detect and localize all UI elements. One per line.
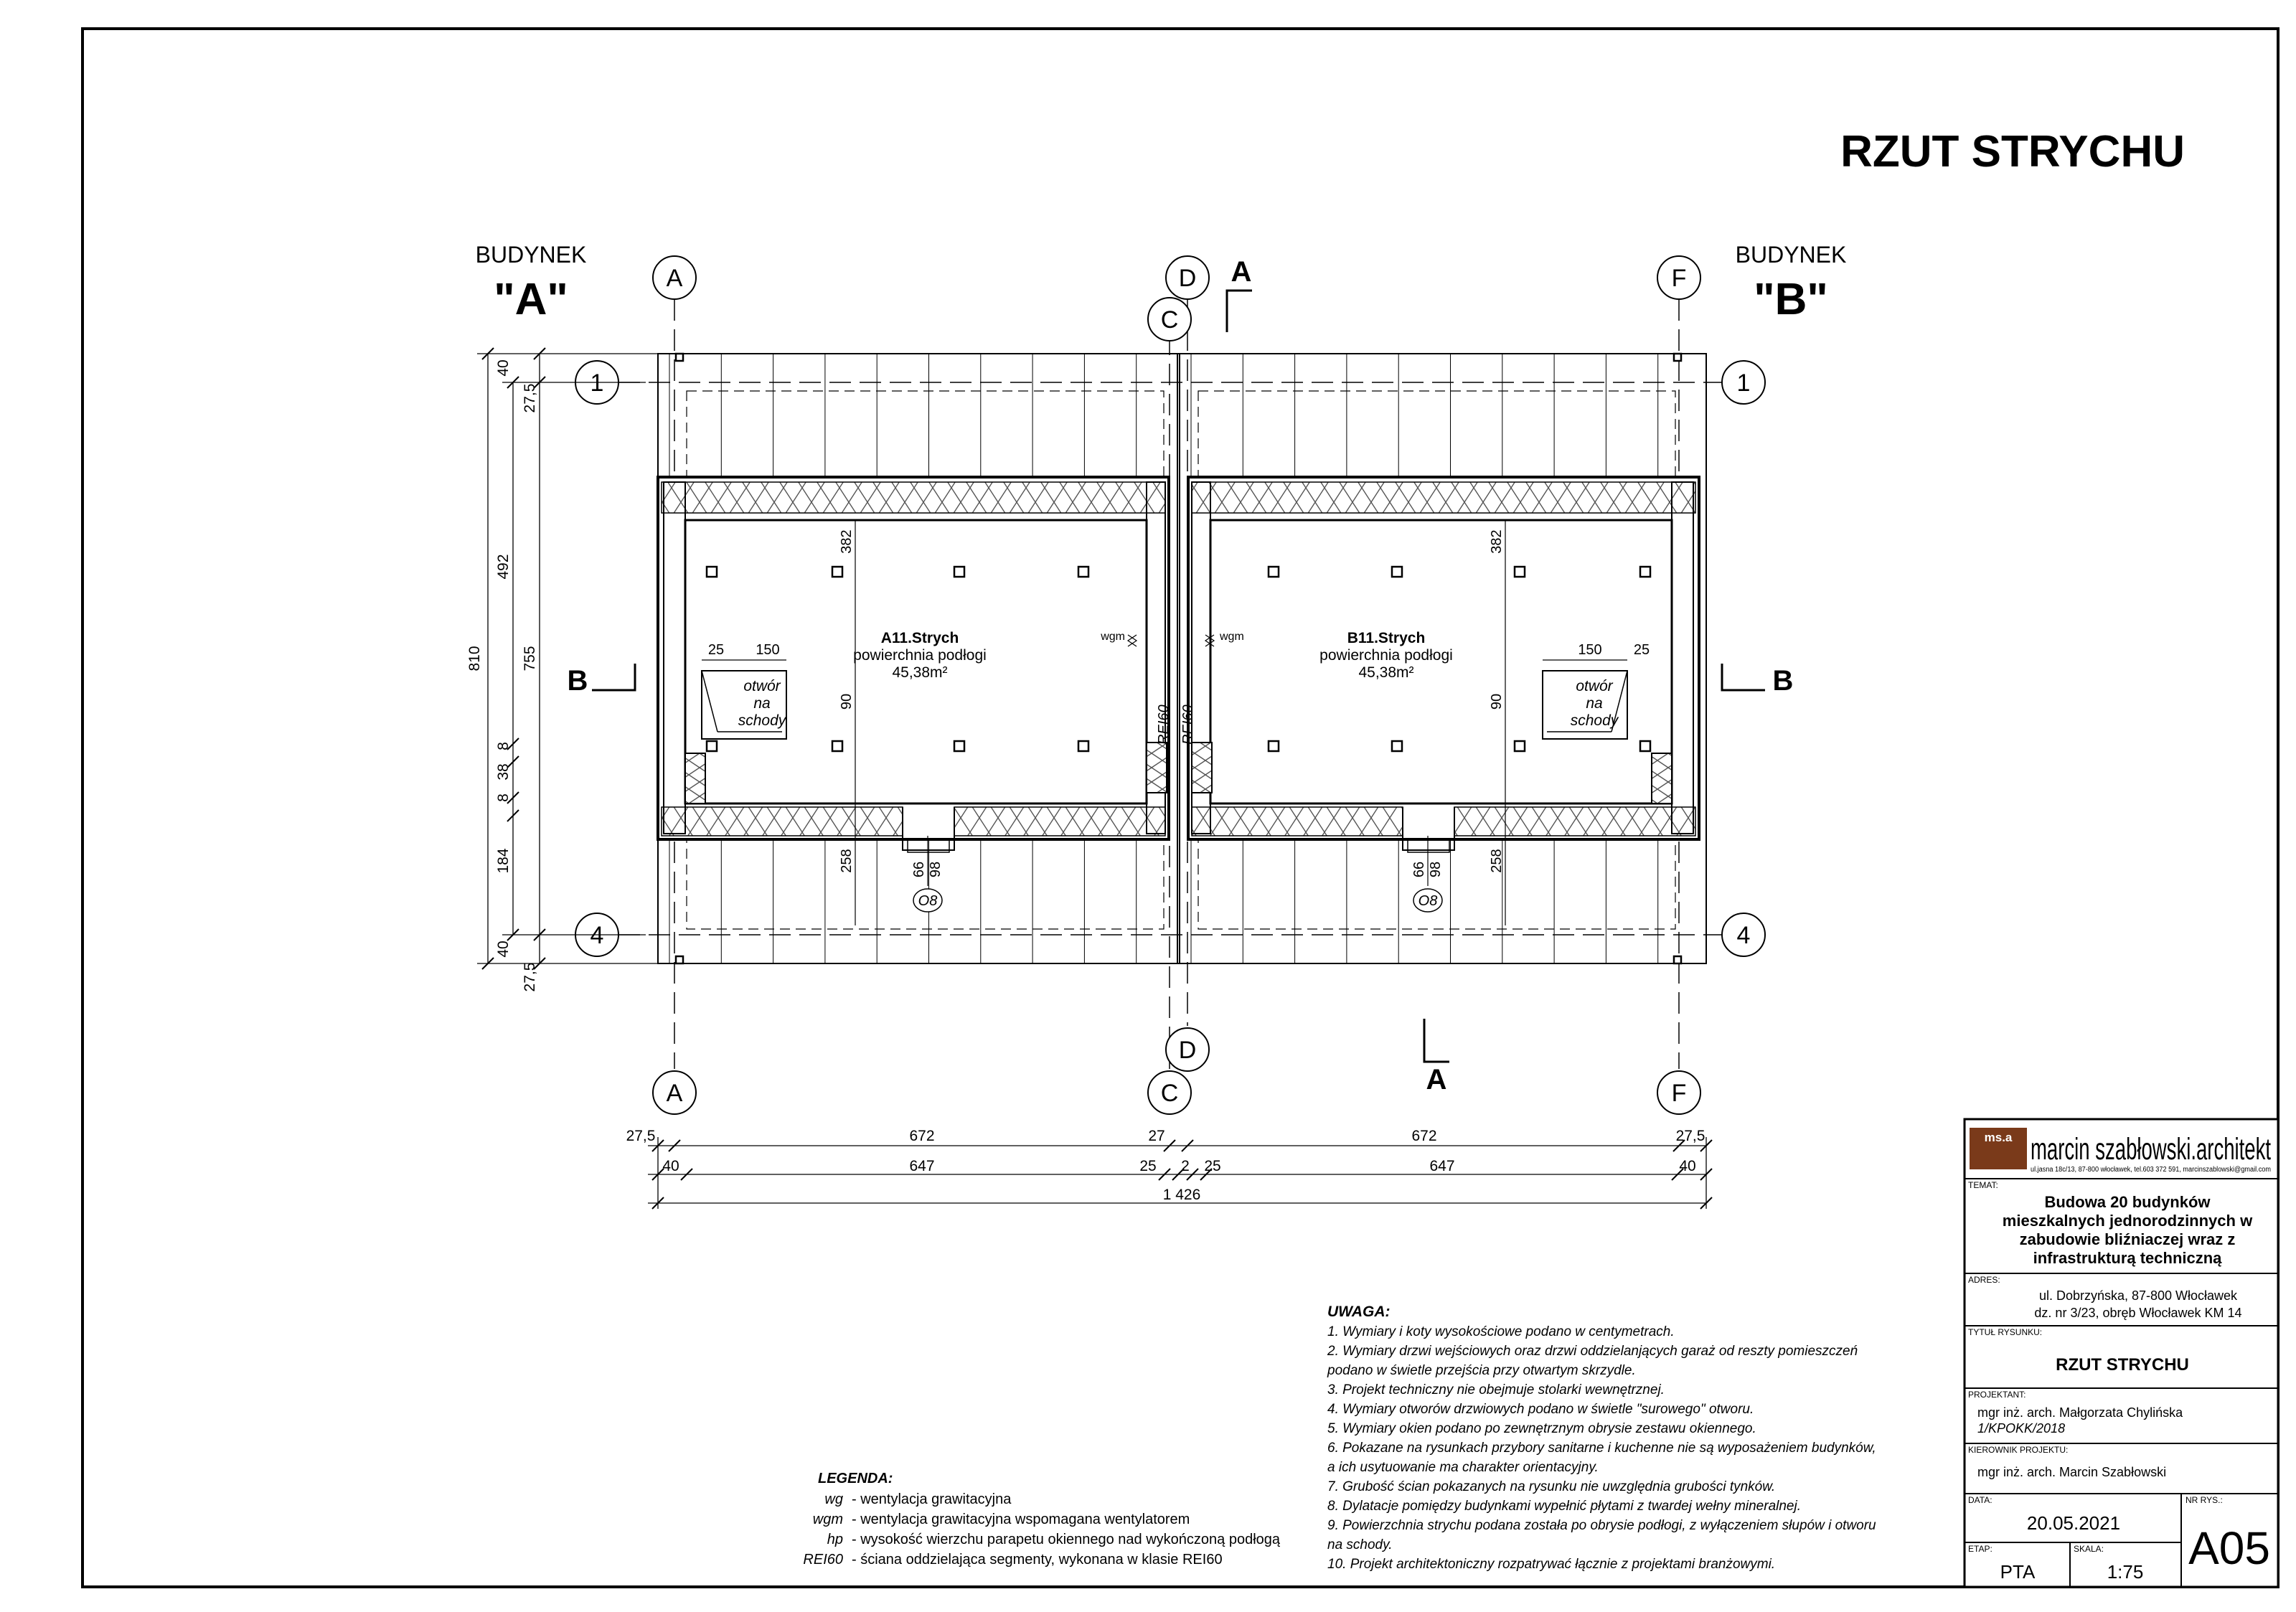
door-tag-a — [913, 889, 942, 912]
opening-label-line: otwór — [743, 678, 781, 694]
room-name: A11.Strych — [880, 630, 959, 646]
note-line: 3. Projekt techniczny nie obejmuje stolarki wewnętrznej. — [1327, 1382, 1665, 1397]
sheet-title: RZUT STRYCHU — [1840, 127, 2185, 176]
door-tag-label: O8 — [918, 893, 938, 909]
tb-label: DATA: — [1968, 1495, 1992, 1505]
axis-label: A — [666, 1080, 683, 1107]
dim-label: 755 — [522, 646, 538, 671]
dim-label: 258 — [1489, 849, 1505, 873]
room-desc: powierchnia podłogi — [1319, 647, 1453, 664]
axis-label: 4 — [590, 922, 604, 949]
dim-label: 27,5 — [522, 383, 538, 413]
wall-class-label: REI60 — [1156, 704, 1172, 745]
dim-label: 98 — [928, 861, 944, 878]
dim-label: 27 — [1148, 1128, 1165, 1144]
firm-address: ul.jasna 18c/13, 87-800 włocławek, tel.603 372 591, marcinszablowski@gmail.com — [2031, 1166, 2271, 1174]
section-mark-a-bottom — [1424, 1019, 1449, 1095]
dim-label: 90 — [1489, 693, 1505, 710]
dim-label: 647 — [909, 1158, 935, 1174]
note-line: 4. Wymiary otworów drzwiowych podano w świetle "surowego" otworu. — [1327, 1402, 1754, 1417]
door-tag-label: O8 — [1418, 893, 1438, 909]
dim-label: 25 — [1633, 642, 1650, 658]
dim-label: 40 — [495, 359, 512, 377]
building-a-caption: BUDYNEK — [475, 242, 587, 268]
drawing-number: A05 — [2188, 1522, 2270, 1574]
dim-label: 66 — [1411, 861, 1427, 878]
dim-label: 672 — [909, 1128, 935, 1144]
dim-label: 672 — [1411, 1128, 1437, 1144]
dim-label: 38 — [495, 763, 512, 781]
legend-text: - wentylacja grawitacyjna wspomagana wentylatorem — [852, 1512, 1190, 1527]
room-area: 45,38m² — [1358, 664, 1414, 681]
adres-line: dz. nr 3/23, obręb Włocławek KM 14 — [2034, 1306, 2242, 1320]
left-dimensions — [477, 348, 667, 969]
section-letter: B — [567, 665, 588, 697]
tb-label: KIEROWNIK PROJEKTU: — [1968, 1445, 2069, 1455]
designer-license: 1/KPOKK/2018 — [1977, 1421, 2066, 1436]
dim-label: 8 — [495, 793, 512, 802]
axis-label: C — [1160, 1080, 1179, 1107]
notes — [1327, 1304, 1876, 1572]
insulation-strip — [954, 807, 1165, 836]
note-line: 1. Wymiary i koty wysokościowe podano w centymetrach. — [1327, 1324, 1675, 1339]
legend-code: wg — [824, 1491, 843, 1507]
axis-label: D — [1178, 265, 1197, 292]
dim-label: 382 — [839, 529, 855, 554]
temat-line: Budowa 20 budynków — [2044, 1193, 2211, 1211]
opening-label-line: na — [1586, 695, 1603, 712]
room-name: B11.Strych — [1347, 630, 1426, 646]
dim-label: 647 — [1429, 1158, 1455, 1174]
vent-label: wgm — [1220, 631, 1244, 643]
opening-label-line: schody — [738, 712, 786, 729]
tb-label: ADRES: — [1968, 1275, 2000, 1285]
dim-label: 382 — [1489, 529, 1505, 554]
note-line: 5. Wymiary okien podano po zewnętrznym obrysie zestawu okiennego. — [1327, 1421, 1756, 1436]
axis-label: F — [1671, 265, 1687, 292]
note-line: 10. Projekt architektoniczny rozpatrywać łącznie z projektami branżowymi. — [1327, 1557, 1776, 1572]
axis-label: 1 — [590, 369, 604, 397]
dim-label: 40 — [495, 941, 512, 958]
drawing-title: RZUT STRYCHU — [2056, 1355, 2189, 1375]
building-b-caption: BUDYNEK — [1735, 242, 1847, 268]
stage-value: PTA — [2000, 1561, 2036, 1583]
dim-label: 25 — [707, 642, 725, 658]
temat-line: mieszkalnych jednorodzinnych w — [2002, 1212, 2253, 1230]
opening-label-line: na — [753, 695, 771, 712]
room-desc: powierchnia podłogi — [853, 647, 987, 664]
dim-label: 27,5 — [522, 962, 538, 992]
dim-label: 150 — [1578, 642, 1602, 658]
tb-label: NR RYS.: — [2186, 1495, 2223, 1505]
vent-label: wgm — [1101, 631, 1125, 643]
section-mark-b-right — [1722, 664, 1793, 697]
note-line: 9. Powierzchnia strychu podana została po obrysie podłogi, z wyłączeniem słupów i otworu — [1327, 1518, 1876, 1533]
note-line: 6. Pokazane na rysunkach przybory sanitarne i kuchenne nie są wyposażeniem budynków, — [1327, 1441, 1876, 1456]
drawing-date: 20.05.2021 — [2026, 1512, 2121, 1534]
tb-label: PROJEKTANT: — [1968, 1390, 2026, 1400]
insulation-strip — [662, 482, 1165, 513]
note-line: 2. Wymiary drzwi wejściowych oraz drzwi oddzielanjących garaż od reszty pomieszczeń — [1327, 1344, 1858, 1359]
logo-mark: ms.a — [1984, 1131, 2013, 1144]
opening-label-line: otwór — [1576, 678, 1613, 694]
door-tag-b — [1413, 889, 1442, 912]
insulation-strip — [662, 807, 903, 836]
insulation-strip — [1192, 482, 1695, 513]
section-letter: B — [1772, 665, 1794, 697]
dim-label: 1 426 — [1162, 1187, 1201, 1203]
legend-text: - wentylacja grawitacyjna — [852, 1491, 1012, 1507]
tb-label: SKALA: — [2074, 1544, 2104, 1554]
axis-label: A — [666, 265, 683, 292]
opening-label-line: schody — [1570, 712, 1619, 729]
firm-logo — [1970, 1128, 2271, 1174]
dim-label: 40 — [662, 1158, 679, 1174]
tb-label: TEMAT: — [1968, 1180, 1998, 1190]
dim-label: 150 — [756, 642, 780, 658]
dim-label: 25 — [1139, 1158, 1157, 1174]
section-mark-b-left — [568, 664, 635, 697]
dim-label: 27,5 — [1675, 1128, 1705, 1144]
dim-label: 184 — [495, 848, 512, 874]
tb-label: ETAP: — [1968, 1544, 1992, 1554]
adres-line: ul. Dobrzyńska, 87-800 Włocławek — [2038, 1288, 2238, 1303]
legend-code: wgm — [812, 1512, 843, 1527]
dim-label: 8 — [495, 742, 512, 750]
legend-title: LEGENDA: — [818, 1471, 893, 1486]
temat-line: zabudowie bliźniaczej wraz z — [2019, 1230, 2236, 1248]
dim-label: 98 — [1428, 861, 1444, 878]
roof-plan — [658, 354, 1706, 963]
dim-label: 258 — [839, 849, 855, 873]
legend-text: - wysokość wierzchu parapetu okiennego nad wykończoną podłogą — [852, 1532, 1281, 1547]
building-a-label — [476, 242, 587, 324]
legend-code: hp — [827, 1532, 843, 1547]
notes-title: UWAGA: — [1327, 1304, 1391, 1320]
axis-label: 1 — [1736, 369, 1751, 397]
axis-label: C — [1160, 306, 1179, 334]
insulation-strip — [1192, 807, 1403, 836]
section-mark-a-top — [1227, 256, 1252, 332]
section-letter: A — [1231, 256, 1252, 288]
axis-label: 4 — [1736, 922, 1751, 949]
note-line: a ich usytuowanie ma charakter orientacyjny. — [1327, 1460, 1599, 1475]
room-area: 45,38m² — [892, 664, 948, 681]
dim-label: 25 — [1204, 1158, 1221, 1174]
insulation-strip — [1454, 807, 1695, 836]
building-b-label — [1736, 242, 1847, 324]
note-line: 8. Dylatacje pomiędzy budynkami wypełnić płytami z twardej wełny mineralnej. — [1327, 1499, 1801, 1514]
designer-name: mgr inż. arch. Małgorzata Chylińska — [1977, 1405, 2183, 1420]
building-b-letter: "B" — [1754, 275, 1828, 324]
note-line: 7. Grubość ścian pokazanych na rysunku nie uwzględnia grubości tynków. — [1327, 1479, 1776, 1494]
dim-label: 66 — [911, 861, 927, 878]
building-a-letter: "A" — [494, 275, 568, 324]
legend — [803, 1471, 1281, 1568]
dim-label: 27,5 — [626, 1128, 656, 1144]
dim-label: 492 — [495, 554, 512, 580]
note-line: na schody. — [1327, 1537, 1393, 1552]
firm-name: marcin szabłowski.architekt — [2031, 1132, 2272, 1166]
project-manager: mgr inż. arch. Marcin Szabłowski — [1977, 1465, 2167, 1479]
axis-label: D — [1178, 1037, 1197, 1064]
legend-text: - ściana oddzielająca segmenty, wykonana w klasie REI60 — [852, 1552, 1223, 1568]
scale-value: 1:75 — [2107, 1561, 2144, 1583]
title-block — [1965, 1119, 2278, 1587]
wall-class-label: REI60 — [1180, 704, 1196, 745]
axis-label: F — [1671, 1080, 1687, 1107]
temat-line: infrastrukturą techniczną — [2033, 1249, 2222, 1267]
dim-label: 40 — [1679, 1158, 1696, 1174]
dim-label: 90 — [839, 693, 855, 710]
note-line: podano w świetle przejścia przy otwartym skrzydle. — [1327, 1363, 1636, 1378]
legend-code: REI60 — [803, 1552, 843, 1568]
tb-label: TYTUŁ RYSUNKU: — [1968, 1327, 2043, 1337]
dim-label: 2 — [1181, 1158, 1190, 1174]
section-letter: A — [1426, 1064, 1447, 1095]
dim-label: 810 — [466, 646, 483, 671]
